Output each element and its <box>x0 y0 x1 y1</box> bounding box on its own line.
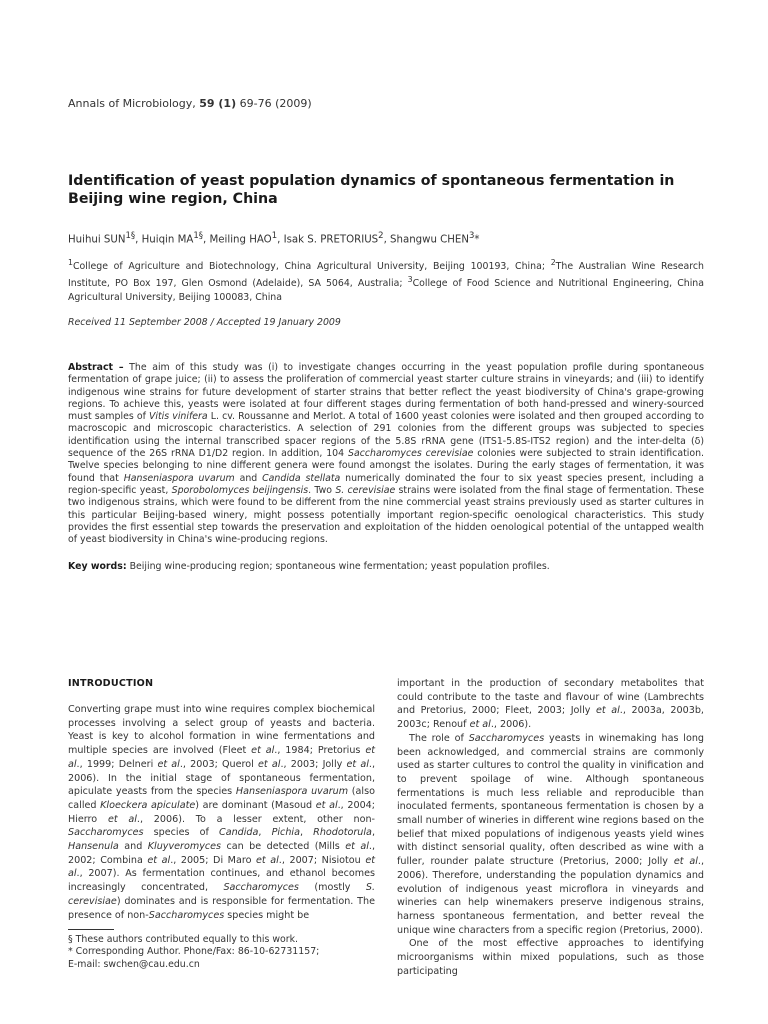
footnote-email: E-mail: swchen@cau.edu.cn <box>68 958 200 970</box>
affiliation-text: College of Food Science and Nutritional Engineering, China Agricultural University, Beijing 100083, China <box>68 278 704 303</box>
author-affiliation-mark: 3 <box>469 231 475 241</box>
italic-text: et al <box>345 841 369 853</box>
affiliation-text: The Australian Wine Research Institute, PO Box 197, Glen Osmond (Adelaide), SA 5064, Australia; <box>68 261 704 290</box>
body-text: ., 2006). Therefore, understanding the population dynamics and evolution of indigenous yeast microflora in vineyards and wineries can help winemakers preserve indigenous strains, harness spontaneous fermentation, and better reveal the unique wine characters from a specific region (Pretorius, 2000). <box>397 856 705 936</box>
italic-text: et al <box>68 745 375 770</box>
abstract-text: strains were isolated from the final stage of fermentation. These two indigenous strains, which were found to be different from the nine commercial yeast strains previously used as starter cultures in this particular Beijing-based winery, might possess potentially important region-specific oenological characteristics. This study provides the first essential step towards the preservation and exploitation of the hidden oenological potential of the untapped wealth of yeast biodiversity in China's wine-producing regions. <box>68 484 704 546</box>
author-name: Meiling HAO <box>209 234 272 246</box>
body-text: ) dominates and is responsible for fermentation. The presence of non- <box>68 895 375 921</box>
italic-text: et al <box>68 854 375 880</box>
italic-text: Saccharomyces <box>223 882 299 894</box>
abstract-text: colonies were subjected to strain identification. Twelve species belonging to nine different genera were found amongst the isolates. During the early stages of fermentation, it was found that <box>68 448 705 484</box>
author-affiliation-mark: 1§ <box>193 231 204 241</box>
body-column-right <box>397 677 704 978</box>
paragraph <box>68 703 375 922</box>
italic-text: et al <box>673 856 698 868</box>
body-text: ., 2006). <box>490 719 532 731</box>
body-text: ., 2003; Querol <box>179 758 259 770</box>
species-name: Candida stellata <box>262 472 341 484</box>
body-text: can be detected (Mills <box>221 841 346 853</box>
journal-name: Annals of Microbiology, <box>68 97 196 110</box>
italic-text: et al <box>157 758 180 770</box>
italic-text: et al <box>315 799 338 811</box>
footnote-divider <box>68 929 114 930</box>
abstract-text: The aim of this study was (i) to investigate changes occurring in the yeast population profile during spontaneous fermentation of grape juice; (ii) to assess the proliferation of commercial yeast starter culture strains in vineyards; and (iii) to identify indigenous wine strains for future development of starter strains that better reflect the yeast biodiversity of China's grape-growing regions. To achieve this, yeasts were isolated at four different stages during fermentation of both hand-pressed and winery-sourced must samples of <box>68 362 705 423</box>
author-list: Huihui $SUN^{1\S}$, Huiqin $MA^{1\S}$, Meiling HAO$^1$, Isak S. PRETORIUS$^2$, Shangwu CHEN$^3$* <box>68 231 480 246</box>
author-affiliation-mark: 1 <box>271 231 278 241</box>
affiliation-mark: 1 <box>68 258 73 267</box>
keywords <box>68 561 704 572</box>
italic-text: et al <box>469 719 491 731</box>
affiliation-mark: 3 <box>407 275 413 285</box>
italic-text: Hanseniaspora uvarum <box>235 786 349 798</box>
author-affiliation-mark: 2 <box>378 231 384 241</box>
italic-text: Kloeckera apiculate <box>100 799 196 811</box>
body-text: ., 2004; Hierro <box>68 799 376 825</box>
body-text: species might be <box>224 909 310 921</box>
paper-title: Identification of yeast population dynamics of spontaneous fermentation in Beijing wine region, China <box>68 173 675 207</box>
body-text: ., 2003a, 2003b, 2003c; Renouf <box>397 705 704 731</box>
body-text: and <box>118 841 148 853</box>
footnote: § These authors contributed equally to this work. <box>68 934 299 945</box>
affiliation-text: College of Agriculture and Biotechnology, China Agricultural University, Beijing 100193, China; <box>72 261 551 273</box>
body-text: The role of <box>409 732 469 744</box>
italic-text: et al <box>346 758 369 770</box>
body-text: yeasts in winemaking has long been acknowledged, and commercial strains are commonly used as starter cultures to control the quality in vinification and to prevent spoilage of wine. Although spontaneous fermentations is much less reliable and reproducible than inoculated ferments, spontaneous fermentation is chosen by a small number of wineries in different wine regions based on the belief that mixed populations of indigenous yeasts yield wines with distinct sensorial quality, often described as wine with a fuller, rounder palate structure (Pretorius, 2000; Jolly <box>397 732 704 868</box>
footnotes <box>68 934 375 971</box>
journal-citation <box>68 97 312 110</box>
footnote: * Corresponding Author. Phone/Fax: 86-10-62731157; <box>68 946 320 958</box>
body-text: , <box>258 827 272 839</box>
affiliation-mark: 2 <box>550 258 556 267</box>
author-affiliation-mark: 1§ <box>125 231 136 241</box>
body-text: (mostly <box>298 882 366 894</box>
body-text: ., 2003; Jolly <box>280 758 347 770</box>
body-text: Converting grape must into wine requires complex biochemical processes involving a select group of yeasts and bacteria. Yeast is key to alcohol formation in wine fermentations and multiple species are involved (Fleet <box>68 704 375 757</box>
body-text: ., 2002; Combina <box>68 841 375 866</box>
italic-text: et al <box>147 854 171 866</box>
author-name: Huihui SUN <box>68 234 126 246</box>
italic-text: et al <box>251 745 275 757</box>
body-text: ., 2005; Di Maro <box>170 854 257 866</box>
italic-text: Candida <box>219 827 259 839</box>
paragraph: One of the most effective approaches to identifying microorganisms within mixed populations, such as those participating <box>397 938 704 977</box>
body-text: ., 2007). As fermentation continues, and ethanol becomes increasingly concentrated, <box>68 868 375 894</box>
abstract <box>68 362 704 546</box>
keywords-text: Beijing wine-producing region; spontaneous wine fermentation; yeast population profiles. <box>126 561 550 572</box>
italic-text: Hansenula <box>68 841 119 853</box>
body-column-left <box>68 703 375 922</box>
body-text: , <box>371 827 375 839</box>
species-name: S. cerevisiae <box>335 484 396 496</box>
body-text: ., 2006). In the initial stage of spontaneous fermentation, apiculate yeasts from the species <box>68 758 376 798</box>
abstract-text: and <box>234 472 263 484</box>
journal-pages: 69-76 (2009) <box>239 97 312 110</box>
received-accepted-dates: Received 11 September 2008 / Accepted 19 January 2009 <box>68 317 341 328</box>
affiliations <box>68 256 704 304</box>
body-text: ., 2006). To a lesser extent, other non- <box>136 813 376 825</box>
italic-text: et al <box>258 758 281 770</box>
italic-text: S. cerevisiae <box>68 882 375 907</box>
abstract-text: numerically dominated the four to six yeast species present, including a region-specific yeast, <box>68 472 705 496</box>
body-text: ., 1999; Delneri <box>76 758 158 770</box>
author-name: Huiqin MA <box>141 234 194 246</box>
abstract-text: L. cv. Roussanne and Merlot. A total of 1600 yeast colonies were isolated and then grouped according to macroscopic and microscopic characteristics. A selection of 291 colonies from the different groups was subjected to species identification using the internal transcribed spacer regions of the 5.8S rRNA gene (ITS1-5.8S-ITS2 region) and the inter-delta (δ) sequence of the 26S rRNA D1/D2 region. In addition, 104 <box>68 411 704 460</box>
section-heading-introduction: INTRODUCTION <box>68 678 154 689</box>
italic-text: Saccharomyces <box>148 909 225 921</box>
body-text: (also called <box>68 786 375 811</box>
body-text: species of <box>143 827 219 839</box>
abstract-label: Abstract – <box>68 362 124 373</box>
paragraph <box>397 677 704 732</box>
species-name: Hanseniaspora uvarum <box>123 472 235 484</box>
italic-text: Kluyveromyces <box>147 841 222 853</box>
italic-text: Saccharomyces <box>68 827 144 839</box>
italic-text: Saccharomyces <box>468 732 545 744</box>
body-text: ) are dominant (Masoud <box>195 799 316 811</box>
body-text: important in the production of secondary metabolites that could contribute to the taste and flavour of wine (Lambrechts and Pretorius, 2000; Fleet, 2003; Jolly <box>397 678 704 717</box>
body-text: ., 1984; Pretorius <box>274 745 366 757</box>
abstract-text: . Two <box>308 484 336 496</box>
body-text: ., 2007; Nisiotou <box>278 854 366 866</box>
italic-text: et al <box>596 705 620 717</box>
body-text: , <box>299 827 314 839</box>
author-name: Shangwu CHEN <box>390 234 469 246</box>
italic-text: Pichia <box>271 827 300 839</box>
paragraph <box>397 732 704 938</box>
italic-text: et al <box>107 813 137 825</box>
species-name: Sporobolomyces beijingensis <box>171 484 309 496</box>
italic-text: Rhodotorula <box>313 827 372 839</box>
species-name: Vitis vinifera <box>148 411 208 423</box>
species-name: Saccharomyces cerevisiae <box>348 448 474 460</box>
keywords-label: Key words: <box>68 561 127 572</box>
author-name: Isak S. PRETORIUS <box>283 234 379 246</box>
italic-text: et al <box>256 854 279 866</box>
corresponding-author-mark: * <box>474 234 480 246</box>
journal-volume: 59 (1) <box>199 97 237 110</box>
